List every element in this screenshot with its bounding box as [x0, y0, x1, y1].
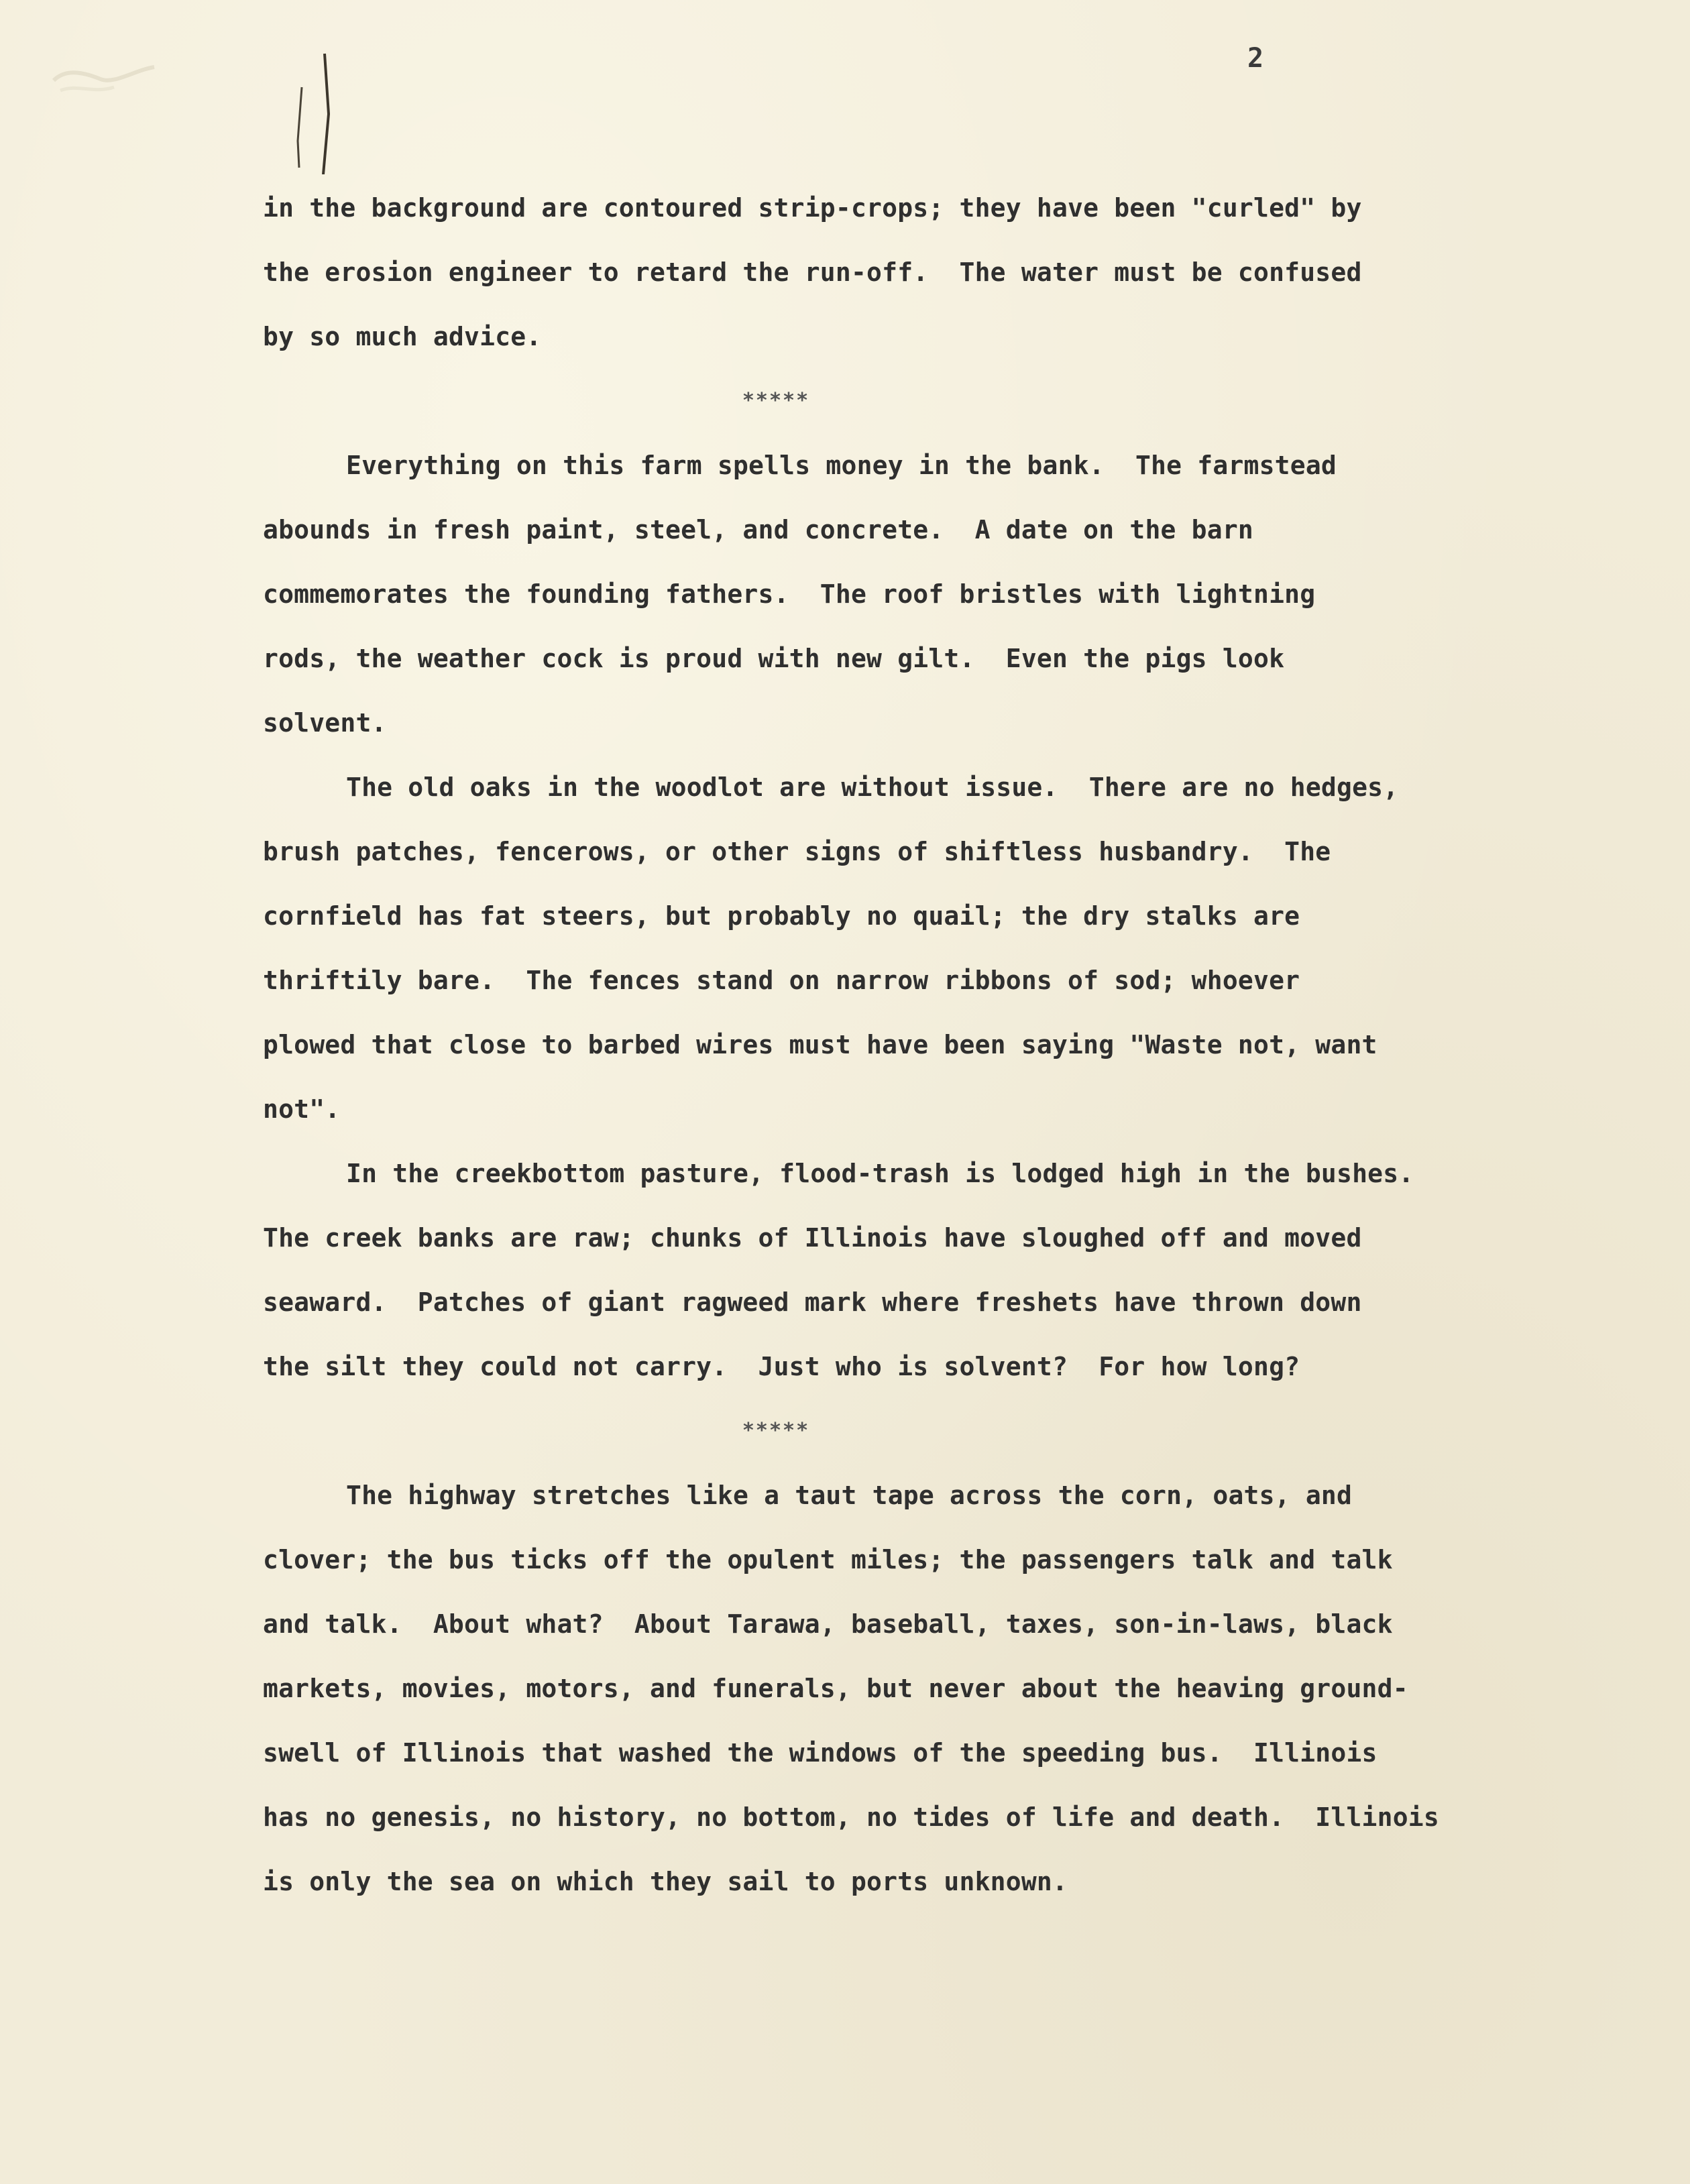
text-line: solvent. — [263, 708, 387, 738]
paragraph-3 — [263, 755, 1537, 1141]
paragraph-5 — [263, 1463, 1537, 1914]
text-line: not". — [263, 1094, 341, 1124]
typed-text-body — [263, 176, 1537, 1914]
section-separator: ***** — [742, 389, 810, 412]
text-line: commemorates the founding fathers. The roof bristles with lightning — [263, 579, 1316, 609]
text-line: The highway stretches like a taut tape across the corn, oats, and — [346, 1481, 1353, 1510]
paragraph-1 — [263, 176, 1537, 369]
paragraph-4 — [263, 1141, 1537, 1399]
page-number: 2 — [1247, 43, 1264, 74]
text-line: markets, movies, motors, and funerals, but never about the heaving ground- — [263, 1674, 1408, 1703]
text-line: is only the sea on which they sail to ports unknown. — [263, 1867, 1068, 1896]
text-line: seaward. Patches of giant ragweed mark where freshets have thrown down — [263, 1287, 1362, 1317]
text-line: In the creekbottom pasture, flood-trash is lodged high in the bushes. — [346, 1159, 1414, 1188]
text-line: the silt they could not carry. Just who is solvent? For how long? — [263, 1352, 1300, 1381]
text-line: The old oaks in the woodlot are without issue. There are no hedges, — [346, 772, 1399, 802]
text-line: The creek banks are raw; chunks of Illinois have sloughed off and moved — [263, 1223, 1362, 1253]
text-line: rods, the weather cock is proud with new gilt. Even the pigs look — [263, 644, 1285, 673]
text-line: in the background are contoured strip-crops; they have been "curled" by — [263, 193, 1362, 223]
text-line: cornfield has fat steers, but probably no quail; the dry stalks are — [263, 901, 1300, 931]
text-line: abounds in fresh paint, steel, and concrete. A date on the barn — [263, 515, 1253, 544]
text-line: and talk. About what? About Tarawa, baseball, taxes, son-in-laws, black — [263, 1609, 1393, 1639]
paragraph-2 — [263, 433, 1537, 755]
text-line: brush patches, fencerows, or other signs of shiftless husbandry. The — [263, 837, 1331, 866]
text-line: by so much advice. — [263, 322, 542, 351]
text-line: has no genesis, no history, no bottom, no tides of life and death. Illinois — [263, 1802, 1439, 1832]
pencil-marks — [290, 40, 343, 174]
text-line: thriftily bare. The fences stand on narrow ribbons of sod; whoever — [263, 966, 1300, 995]
text-line: Everything on this farm spells money in the bank. The farmstead — [346, 451, 1337, 480]
text-line: plowed that close to barbed wires must have been saying "Waste not, want — [263, 1030, 1377, 1059]
text-line: swell of Illinois that washed the windows of the speeding bus. Illinois — [263, 1738, 1377, 1768]
section-separator: ***** — [742, 1419, 810, 1442]
paper-stain-mark — [47, 54, 161, 114]
text-line: clover; the bus ticks off the opulent miles; the passengers talk and talk — [263, 1545, 1393, 1574]
text-line: the erosion engineer to retard the run-off. The water must be confused — [263, 257, 1362, 287]
